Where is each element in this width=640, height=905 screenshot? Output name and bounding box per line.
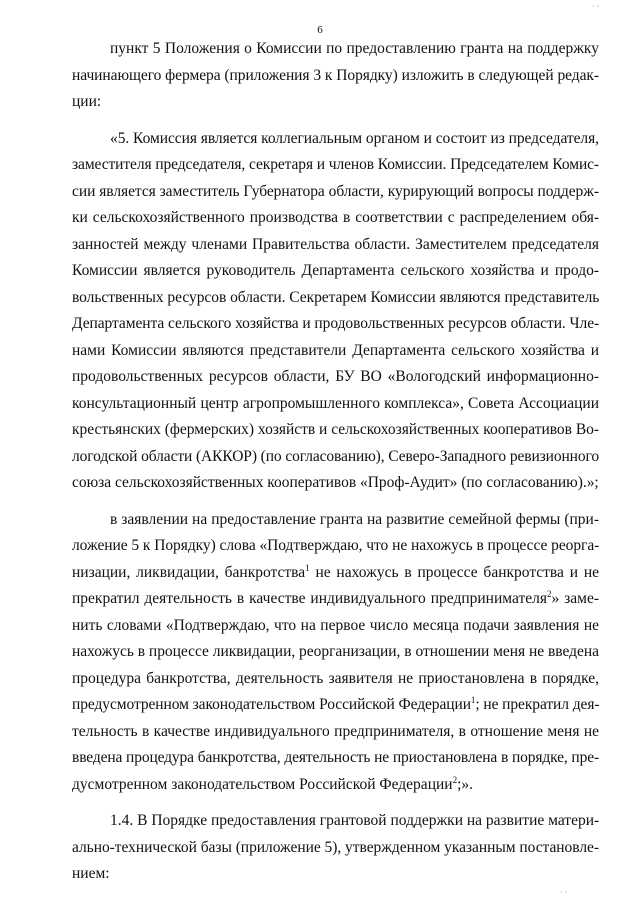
text-line: нахожусь в процессе ликвидации, реорганизации, в отношении меня не введена bbox=[72, 643, 599, 660]
paragraph-item-1-4 bbox=[72, 808, 599, 888]
footnote-marker: 2 bbox=[452, 774, 458, 785]
paragraph-family-farm-application bbox=[72, 507, 599, 799]
text-line: начинающего фермера (приложения 3 к Порядку) изложить в следующей редак- bbox=[72, 66, 599, 84]
text-line: 1.4. В Порядке предоставления грантовой поддержки на развитие матери- bbox=[110, 812, 600, 829]
text-line: нить словами «Подтверждаю, что на первое число месяца подачи заявления не bbox=[72, 616, 599, 634]
text-line: ки сельскохозяйственного производства в соответствии с распределением обя- bbox=[72, 209, 599, 226]
text-line: нием: bbox=[72, 865, 110, 882]
paragraph-amend-point-5 bbox=[72, 36, 599, 116]
text-line: занностей между членами Правительства области. Заместителем председателя bbox=[72, 235, 599, 253]
text-line: «5. Комиссия является коллегиальным органом и состоит из председателя, bbox=[110, 129, 599, 147]
paragraph-commission-composition bbox=[72, 126, 599, 497]
text-line: предусмотренном законодательством Российской Федерации$^1$; не прекратил дея- bbox=[72, 694, 600, 713]
text-line: крестьянских (фермерских) хозяйств и сельскохозяйственных кооперативов Во- bbox=[72, 421, 599, 438]
text-line: дусмотренном законодательством Российской Федерации$^2$;». bbox=[72, 774, 474, 793]
text-line: ально-технической базы (приложение 5), утвержденном указанным постановле- bbox=[72, 838, 599, 856]
text-line: ции: bbox=[72, 93, 102, 110]
text-line: Департамента сельского хозяйства и продовольственных ресурсов области. Чле- bbox=[72, 315, 600, 332]
text-line: пункт 5 Положения о Комиссии по предоставлению гранта на поддержку bbox=[110, 40, 599, 57]
text-line: низации, ликвидации, банкротства$^1$ не нахожусь в процессе банкротства и не bbox=[72, 562, 599, 581]
scan-mark-top: · · bbox=[592, 2, 600, 11]
text-line: союза сельскохозяйственных кооперативов «Проф-Аудит» (по согласованию).»; bbox=[72, 474, 599, 491]
text-line: сии является заместитель Губернатора области, курирующий вопросы поддерж- bbox=[72, 182, 599, 200]
text-line: продовольственных ресурсов области, БУ ВО «Вологодский информационно- bbox=[72, 368, 599, 385]
text-line: вольственных ресурсов области. Секретарем Комиссии являются представитель bbox=[72, 288, 600, 306]
scan-mark-bottom: · · bbox=[560, 888, 568, 897]
text-line: логодской области (АККОР) (по согласованию), Северо-Западного ревизионного bbox=[72, 447, 599, 465]
text-line: нами Комиссии являются представители Департамента сельского хозяйства и bbox=[72, 341, 599, 359]
text-line: введена процедура банкротства, деятельность не приостановлена в порядке, пре- bbox=[72, 749, 599, 766]
text-line: прекратил деятельность в качестве индивидуального предпринимателя$^2$» заме- bbox=[72, 588, 599, 607]
footnote-marker: 2 bbox=[546, 588, 552, 599]
footnote-marker: 1 bbox=[305, 562, 310, 573]
text-line: ложение 5 к Порядку) слова «Подтверждаю, что не нахожусь в процессе реорга- bbox=[72, 537, 600, 554]
text-line: заместителя председателя, секретаря и членов Комиссии. Председателем Комис- bbox=[72, 156, 599, 173]
text-line: в заявлении на предоставление гранта на развитие семейной фермы (при- bbox=[110, 510, 599, 528]
text-line: Комиссии является руководитель Департамента сельского хозяйства и продо- bbox=[72, 262, 599, 279]
text-line: консультационный центр агропромышленного комплекса», Совета Ассоциации bbox=[72, 394, 599, 412]
footnote-marker: 1 bbox=[470, 694, 476, 705]
page-number: 6 bbox=[317, 24, 323, 36]
text-line: тельность в качестве индивидуального предпринимателя, в отношение меня не bbox=[72, 722, 599, 740]
document-body bbox=[72, 36, 599, 888]
text-line: процедура банкротства, деятельность заявителя не приостановлена в порядке, bbox=[72, 669, 599, 687]
